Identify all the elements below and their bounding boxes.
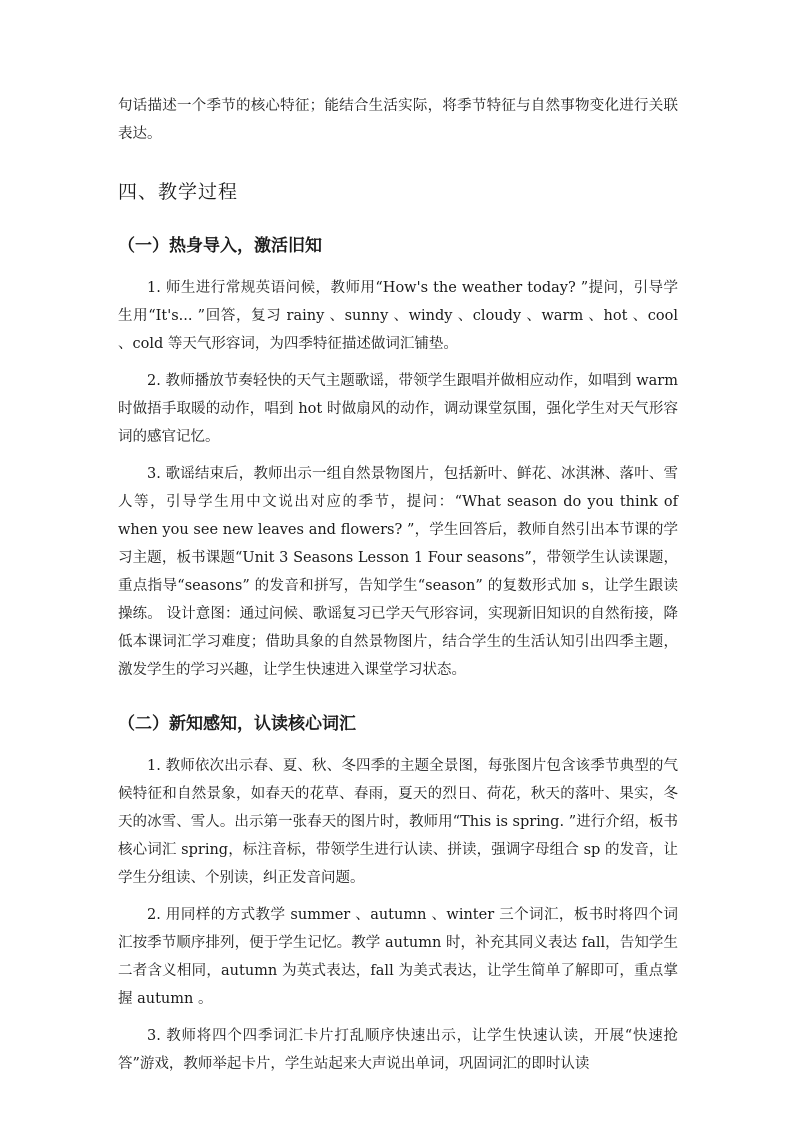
subsection-title-new-knowledge: （二）新知感知，认读核心词汇 bbox=[118, 714, 356, 734]
subsection-title-warmup: （一）热身导入，激活旧知 bbox=[118, 236, 322, 256]
intro-continued-paragraph: 句话描述一个季节的核心特征；能结合生活实际，将季节特征与自然事物变化进行关联表达。 bbox=[118, 98, 678, 142]
new-knowledge-paragraph-1: 1. 教师依次出示春、夏、秋、冬四季的主题全景图，每张图片包含该季节典型的气候特征和自然景象，如春天的花草、春雨，夏天的烈日、荷花，秋天的落叶、果实，冬天的冰雪、雪人。出示第一张春天的图片时，教师用“This is spring. ”进行介绍，板书核心词汇 spring，标注音标，带领学生进行认读、拼读，强调字母组合 sp 的发音，让学生分组读、个别读，纠正发音问题。 bbox=[118, 758, 678, 886]
warmup-paragraph-3: 3. 歌谣结束后，教师出示一组自然景物图片，包括新叶、鲜花、冰淇淋、落叶、雪人等，引导学生用中文说出对应的季节，提问：“What season do you think of when you see new leaves and flowers? ”，学生回答后，教师自然引出本节课的学习主题，板书课题“Unit 3 Seasons Lesson 1 Four seasons”，带领学生认读课题，重点指导“seasons” 的发音和拼写，告知学生“season” 的复数形式加 s，让学生跟读操练。 设计意图：通过问候、歌谣复习已学天气形容词，实现新旧知识的自然衔接，降低本课词汇学习难度；借助具象的自然景物图片，结合学生的生活认知引出四季主题，激发学生的学习兴趣，让学生快速进入课堂学习状态。 bbox=[118, 466, 678, 678]
warmup-paragraph-2: 2. 教师播放节奏轻快的天气主题歌谣，带领学生跟唱并做相应动作，如唱到 warm 时做捂手取暖的动作，唱到 hot 时做扇风的动作，调动课堂氛围，强化学生对天气形容词的感官记忆。 bbox=[118, 373, 678, 445]
document-page bbox=[118, 92, 678, 1078]
section-title: 四、教学过程 bbox=[118, 181, 239, 203]
new-knowledge-paragraph-2: 2. 用同样的方式教学 summer 、autumn 、winter 三个词汇，板书时将四个词汇按季节顺序排列，便于学生记忆。教学 autumn 时，补充其同义表达 fall，告知学生二者含义相同，autumn 为英式表达，fall 为美式表达，让学生简单了解即可，重点掌握 autumn 。 bbox=[118, 907, 678, 1007]
warmup-paragraph-1: 1. 师生进行常规英语问候，教师用“How's the weather today? ”提问，引导学生用“It's... ”回答，复习 rainy 、sunny 、windy 、cloudy 、warm 、hot 、cool 、cold 等天气形容词，为四季特征描述做词汇铺垫。 bbox=[118, 280, 678, 352]
new-knowledge-paragraph-3: 3. 教师将四个四季词汇卡片打乱顺序快速出示，让学生快速认读，开展“快速抢答”游戏，教师举起卡片，学生站起来大声说出单词，巩固词汇的即时认读 bbox=[118, 1028, 678, 1072]
